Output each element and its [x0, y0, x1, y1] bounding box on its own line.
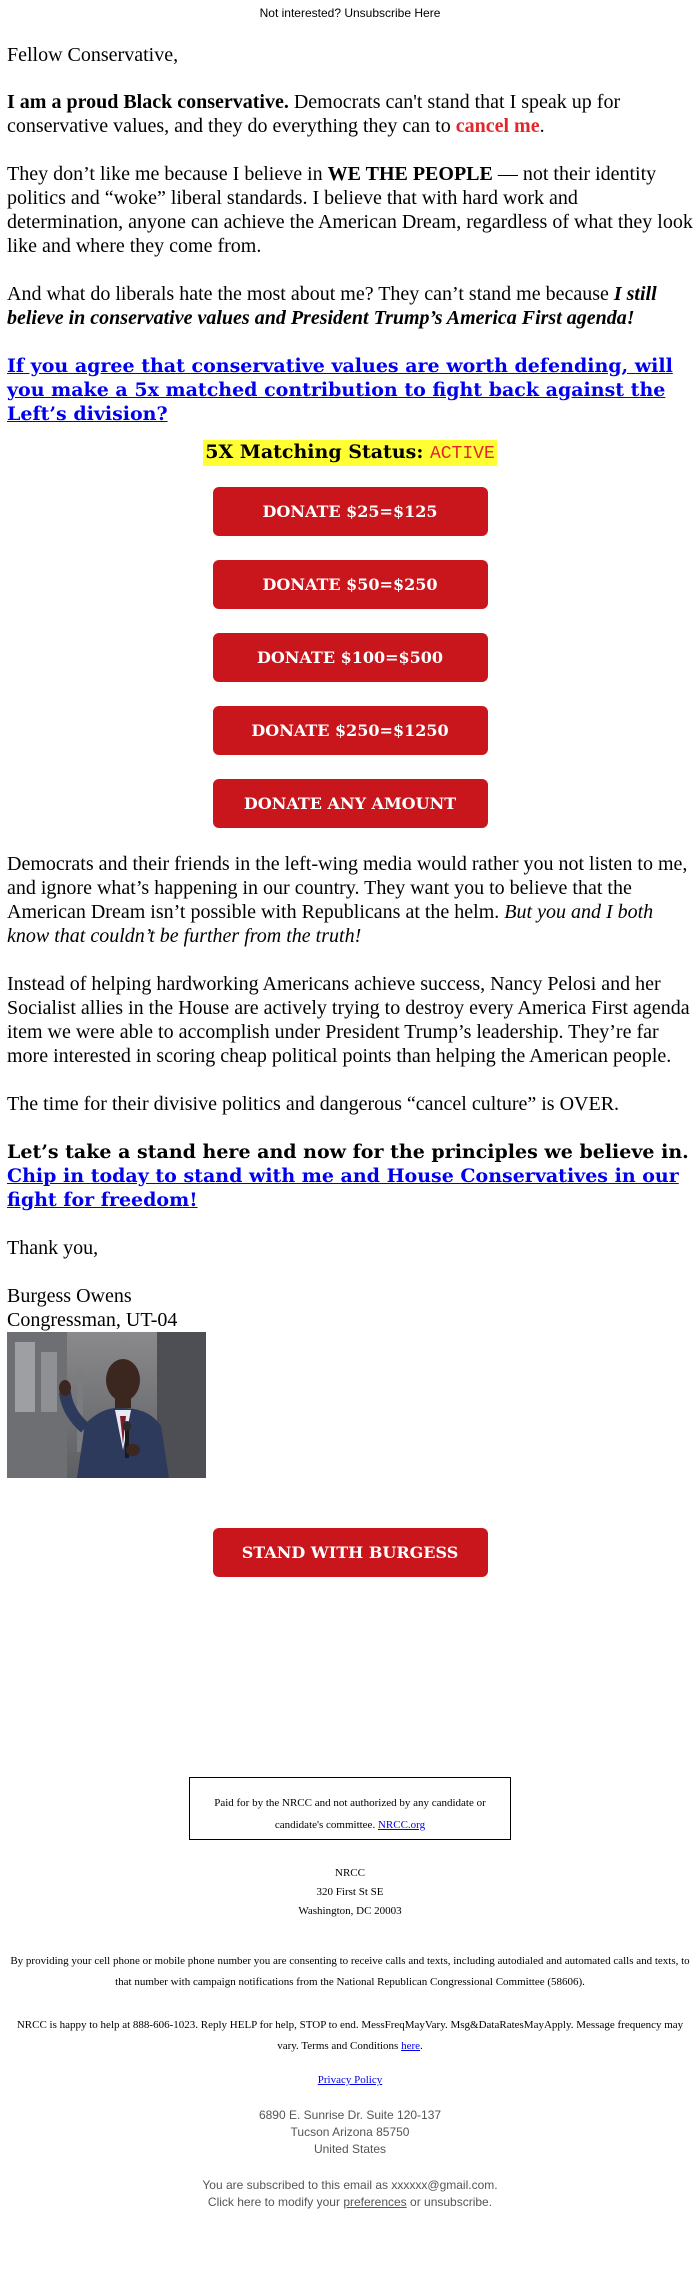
signer-title: Congressman, UT-04: [7, 1309, 178, 1331]
preferences-line: [0, 2194, 700, 2211]
stand-with-burgess-button[interactable]: STAND WITH BURGESS: [213, 1528, 488, 1577]
donate-buttons: [0, 487, 700, 828]
nrcc-address: [0, 1864, 700, 1921]
address-line-1: 6890 E. Sunrise Dr. Suite 120-137: [258, 2108, 442, 2122]
org-city: Washington, DC 20003: [298, 1905, 402, 1917]
preferences-link[interactable]: preferences: [343, 2195, 407, 2209]
address-line-3: United States: [313, 2142, 387, 2156]
donate-250-button[interactable]: DONATE $250=$1250: [213, 706, 488, 755]
paragraph-1-text: Democrats can't stand that I speak up for conservative values, and they do everything they can to: [7, 91, 621, 137]
nrcc-link[interactable]: NRCC.org: [377, 1819, 426, 1831]
paragraph-7-lead: Let’s take a stand here and now for the principles we believe in.: [7, 1141, 689, 1163]
help-text: [6, 2015, 694, 2057]
paragraph-1-bold: I am a proud Black conservative.: [7, 91, 289, 113]
speaker-photo-illustration: [7, 1332, 206, 1478]
paragraph-7: [7, 1140, 693, 1212]
letter-body: [0, 43, 700, 426]
mailing-address: [0, 2107, 700, 2158]
cancel-me-text: cancel me: [455, 115, 540, 137]
paragraph-2: [7, 162, 693, 258]
consent-notice: [0, 1951, 700, 2057]
donate-any-amount-button[interactable]: DONATE ANY AMOUNT: [213, 779, 488, 828]
paragraph-1: [7, 90, 693, 138]
stand-button-row: [0, 1528, 700, 1577]
donate-100-button[interactable]: DONATE $100=$500: [213, 633, 488, 682]
paragraph-3: [7, 282, 693, 330]
org-name: NRCC: [335, 1867, 365, 1879]
paragraph-2-b: — not their identity politics and “woke” liberal standards. I believe that with hard work and determination, anyone can achieve the American Dream, regardless of what they look like and where they come from.: [7, 163, 693, 257]
subscription-notice: [0, 2177, 700, 2211]
contribution-link[interactable]: If you agree that conservative values are worth defending, will you make a 5x matched contribution to fight back against the Left’s division?: [7, 355, 673, 425]
paragraph-6: The time for their divisive politics and dangerous “cancel culture” is OVER.: [7, 1093, 620, 1115]
chip-in-link[interactable]: Chip in today to stand with me and House Conservatives in our fight for freedom!: [7, 1165, 679, 1211]
cta-paragraph: [7, 354, 693, 426]
preferences-suffix: or unsubscribe.: [406, 2195, 493, 2209]
signer-name: Burgess Owens: [7, 1285, 132, 1307]
paid-for-text: Paid for by the NRCC and not authorized by any candidate or candidate's committee.: [214, 1797, 486, 1831]
top-bar: [0, 0, 700, 22]
paragraph-5: Instead of helping hardworking Americans achieve success, Nancy Pelosi and her Socialist allies in the House are actively trying to destroy every America First agenda item we were able to accomplish under President Trump’s leadership. They’re far more interested in scoring cheap political points than helping the American people.: [7, 973, 690, 1067]
letter-body-2: [0, 852, 700, 1332]
matching-status: [203, 440, 497, 466]
paragraph-2-a: They don’t like me because I believe in: [7, 163, 328, 185]
unsubscribe-link[interactable]: Not interested? Unsubscribe Here: [259, 6, 441, 20]
privacy-row: [0, 2074, 700, 2086]
help-text-body: NRCC is happy to help at 888-606-1023. Reply HELP for help, STOP to end. MessFreqMayVary. Msg&DataRatesMayApply. Message frequency may vary. Terms and Conditions: [16, 2019, 684, 2052]
org-street: 320 First St SE: [316, 1886, 384, 1898]
paid-for-disclaimer: [189, 1777, 511, 1840]
consent-text: By providing your cell phone or mobile phone number you are consenting to receive calls and texts, including autodialed and automated calls and texts, to that number with campaign notifications from the National Republican Congressional Committee (58606).: [10, 1955, 690, 1988]
preferences-prefix: Click here to modify your: [207, 2195, 344, 2209]
sign-off: Thank you,: [7, 1237, 99, 1259]
burgess-owens-photo: [7, 1332, 206, 1478]
we-the-people: WE THE PEOPLE: [327, 163, 493, 185]
donate-25-button[interactable]: DONATE $25=$125: [213, 487, 488, 536]
paragraph-1-end: .: [539, 115, 545, 137]
paragraph-4: [7, 852, 693, 948]
paragraph-4-italic: But you and I both know that couldn’t be further from the truth!: [7, 901, 654, 947]
privacy-policy-link[interactable]: Privacy Policy: [317, 2074, 383, 2086]
matching-status-value: ACTIVE: [429, 444, 495, 464]
address-line-2: Tucson Arizona 85750: [290, 2125, 410, 2139]
help-text-end: .: [420, 2040, 423, 2052]
paragraph-4-a: Democrats and their friends in the left-wing media would rather you not listen to me, and ignore what’s happening in our country. They want you to believe that the American Dream isn’t possible with Republicans at the helm.: [7, 853, 688, 923]
paragraph-3-a: And what do liberals hate the most about me? They can’t stand me because: [7, 283, 614, 305]
terms-link[interactable]: here: [401, 2040, 421, 2052]
paragraph-3-emphasis: I still believe in conservative values and President Trump’s America First agenda!: [7, 283, 657, 329]
matching-status-row: [0, 440, 700, 466]
subscribed-email: You are subscribed to this email as xxxxxx@gmail.com.: [202, 2178, 498, 2192]
greeting: Fellow Conservative,: [7, 44, 179, 66]
matching-status-label: 5X Matching Status:: [205, 441, 430, 463]
donate-50-button[interactable]: DONATE $50=$250: [213, 560, 488, 609]
